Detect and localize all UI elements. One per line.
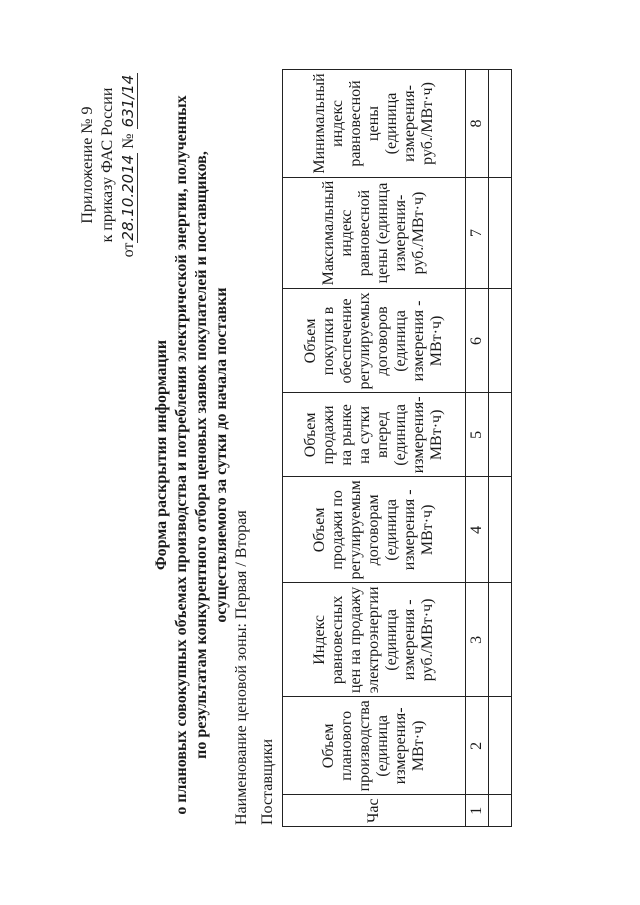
handwritten-date: 28.10.2014 <box>119 154 137 241</box>
header-planned-production: Объем планового производства (единица измерения-МВт·ч) <box>283 697 466 795</box>
title-line-4: осуществляемого за сутки до начала поставки <box>213 287 230 623</box>
column-number: 6 <box>466 289 489 393</box>
table-cell <box>489 795 512 827</box>
table-cell <box>489 289 512 393</box>
title-line-1: Форма раскрытия информации <box>153 339 170 571</box>
column-number-row <box>466 70 489 827</box>
column-number: 8 <box>466 70 489 177</box>
appendix-block <box>78 55 139 275</box>
date-prefix: от <box>120 242 137 258</box>
header-regulated-purchases: Объем покупки в обеспечение регулируемых договоров (единица измерения - МВт·ч) <box>283 289 466 393</box>
number-prefix: № <box>120 133 137 149</box>
header-row <box>283 70 466 827</box>
column-number: 5 <box>466 393 489 477</box>
appendix-date-line <box>118 55 139 275</box>
table-cell <box>489 393 512 477</box>
column-number: 7 <box>466 177 489 289</box>
form-title <box>152 55 232 855</box>
table-cell <box>489 697 512 795</box>
header-regulated-sales: Объем продажи по регулируемым договорам (единица измерения - МВт·ч) <box>283 477 466 583</box>
table-cell <box>489 477 512 583</box>
header-equilibrium-price-index: Индекс равновесных цен на продажу электроэнергии (единица измерения - руб./МВт·ч) <box>283 583 466 697</box>
title-line-2: о плановых совокупных объемах производства и потребления электрической энергии, полученных <box>173 95 190 815</box>
header-day-ahead-sales: Объем продажи на рынке на сутки вперед (единица измерения-МВт·ч) <box>283 393 466 477</box>
price-zone-label: Наименование ценовой зоны: Первая / Вторая <box>233 510 250 825</box>
column-number: 2 <box>466 697 489 795</box>
column-number: 4 <box>466 477 489 583</box>
handwritten-number: 631/14 <box>119 74 137 128</box>
data-row-empty <box>489 70 512 827</box>
column-number: 1 <box>466 795 489 827</box>
appendix-order-ref: к приказу ФАС России <box>99 87 116 243</box>
header-max-price-index: Максимальный индекс равновесной цены (единица измерения-руб./МВт·ч) <box>283 177 466 289</box>
appendix-title: Приложение № 9 <box>79 106 96 224</box>
column-number: 3 <box>466 583 489 697</box>
table-cell <box>489 583 512 697</box>
title-line-3: по результатам конкурентного отбора ценовых заявок покупателей и поставщиков, <box>193 151 210 759</box>
header-hour: Час <box>283 795 466 827</box>
table-cell <box>489 70 512 177</box>
table-cell <box>489 177 512 289</box>
suppliers-label: Поставщики <box>259 738 276 825</box>
header-min-price-index: Минимальный индекс равновесной цены (единица измерения-руб./МВт·ч) <box>283 70 466 177</box>
data-table <box>282 69 512 827</box>
